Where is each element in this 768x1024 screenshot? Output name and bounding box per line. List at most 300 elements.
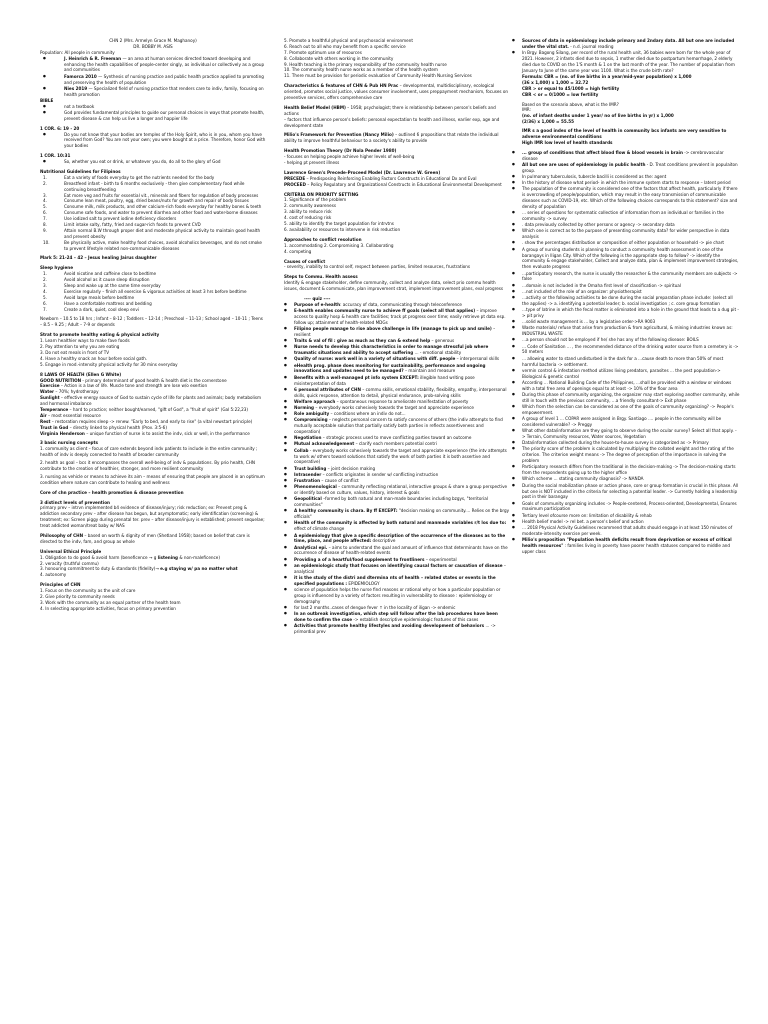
quiz-item	[512, 283, 740, 289]
sleep-item	[40, 307, 266, 313]
principle-item: 11. There must be provision for periodic evaluation of Community Health Nursing Services	[284, 73, 472, 79]
quiz-item-text: -> establish descriptive epidemiologic features of this cases	[352, 617, 479, 623]
principle-item: 2. Give priority to community needs	[40, 594, 115, 599]
law-item-text: – most essential resource	[46, 412, 101, 418]
quiz-item-text: A group of level 1 ... COPAR were assigned in Brgy. Santiago .... people in the community will be considered vulnerable? -> Preggy	[522, 416, 722, 427]
strat-item: 1. Learn healthier ways to make fave foods	[40, 338, 130, 344]
quiz-item	[512, 428, 740, 440]
quiz-item-text: –formed by both natural and man-made boundaries including bzgys, "territorial communities"	[294, 496, 488, 508]
quiz-item-text: ...type of latrine in which the fecal matter is eliminated into a hole in the ground that leads to a dug pit -> pit privy	[522, 307, 739, 318]
quiz-item-text: ...participatory research, the nurse is usually the researcher & the community members are subjects -> false	[522, 270, 738, 282]
conflict-heading: Approaches to conflict resolution	[284, 236, 362, 242]
quiz-item-text: ... allowing water to stand undisturbed in the dark for a ...cause death to more than 50% of most harmful bacteria -> settlement.	[522, 355, 724, 367]
law-item-lead: Trust in God	[40, 424, 69, 430]
quiz-item-lead: Role ambiguity	[294, 411, 330, 417]
characteristics-paragraph	[284, 83, 510, 101]
law-item-lead: GOOD NUTRITION	[40, 377, 82, 383]
bible-item: ● God provides fundamental principles to guide our personal choices in ways that promote health, prevent disease & can help us live a longer and happier life	[40, 110, 266, 122]
hpt-item: - focuses on helping people achieve higher levels of well-being	[284, 154, 415, 160]
quiz-item	[284, 399, 510, 405]
quiz-item-text: Which from the selection can be considered as one of the goals of community organizing? -> People's empowerment.	[522, 403, 734, 415]
core-practice: Core of chn practice – health promotion & disease prevention	[40, 489, 184, 495]
nutrition-item	[40, 240, 266, 252]
law-item	[40, 395, 266, 407]
quiz-item-text: Participatory research differs from the traditional in the decision-making -> The decision-making starts from the respondents going up to the higher office	[522, 464, 736, 476]
quiz-item-text: ...not included of the role of an organizer: physiotherapist	[522, 288, 642, 294]
quiz-item-text: – clarify each members potential contri	[354, 441, 437, 447]
nutrition-item-number: 3.	[43, 192, 47, 198]
quiz-item	[512, 319, 740, 325]
cor2-list	[40, 159, 266, 165]
nutrition-item-text: Breastfeed infant - birth to 6 months exclusively - then give complementary food while continuing breastfeeding	[64, 180, 245, 192]
quiz-item	[512, 446, 740, 464]
quiz-item	[512, 337, 740, 343]
quiz-item	[284, 356, 510, 362]
law-item-lead: Temperance	[40, 406, 69, 412]
quiz-item-text: for last 2 months..cases of dengue fever ↑ in the locality of iligan -> endemic	[294, 604, 456, 610]
law-item-text: – 70%; hydrotherapy	[54, 389, 99, 395]
characteristics-lead: Characteristics & features of CHN & Pub HN Prac	[284, 83, 399, 89]
green-list	[284, 176, 510, 188]
quiz-item	[512, 186, 740, 210]
criteria-heading: CRITERIA ON PRIORITY SETTING	[284, 191, 359, 197]
characteristics-text: – developmental, multidisciplinary, ecological oriented, promotes social justice, values consumer involvement, uses preppayment mechanism, focuses on preventive services, offers comprehensive care	[284, 83, 509, 101]
ethic-item-text: 3. honouring commitment to duty & standards (fidelity)→	[40, 566, 161, 572]
quiz-item-text: Goals of community organizing includes -> People-centered, Process-oriented, Developmental, Ensures maximum participation	[522, 500, 737, 512]
quiz-item	[284, 466, 510, 472]
concepts-list	[40, 446, 266, 485]
column-2	[284, 38, 510, 635]
cor1-list	[40, 132, 266, 150]
quiz-list	[284, 302, 510, 635]
nutrition-item-text: Consume milk, milk products, and other calcium-rich foods everyday for healthy bones & teeth	[64, 204, 262, 210]
sleep-heading: Sleep hygiene	[40, 265, 74, 271]
column-1	[40, 38, 266, 616]
green-item	[284, 182, 510, 188]
quiz-item-text: EPIDEMIOLOGY	[347, 580, 380, 586]
laws-heading: 8 LAWS OF HEALTH (Ellen G White)	[40, 371, 122, 377]
sleep-item-number: 3.	[43, 283, 47, 289]
ethic-item-emphasis: listening	[157, 554, 179, 560]
quiz-item-lead: Compromising	[294, 417, 328, 423]
nutrition-item-text: Be physically active, make healthy food choices, avoid alcoholics beverages, and do not smoke to prevent lifestyle related non-communicable diseases	[64, 239, 262, 251]
concepts-heading: 3 basic nursing concepts	[40, 440, 98, 446]
quiz-item	[512, 525, 740, 537]
quiz-item	[284, 496, 510, 508]
quiz-item	[512, 380, 740, 392]
milio-paragraph	[284, 132, 510, 144]
ethic-item	[40, 566, 266, 572]
imr-note-2: High IMR low level of health standards	[522, 139, 613, 145]
quiz-item-text: ... 2018 Physical Activity Guidelines recommend that adults should engage in at least 150 minutes of moderate-intensity exercise per week.	[522, 525, 733, 536]
quiz-item-text: The population of the community is considered one of the factors that affect health, particularly if there is overcrowding of people/population, which may result in the easy transmission of communicable diseases such as COVID-19, etc. Which of the following choices corresponds to this statement? size and density of population	[522, 186, 738, 209]
hpt-heading: Health Promotion Theory (Dr Nola Pender 1980)	[284, 148, 397, 154]
levels-heading: 3 distinct levels of prevention	[40, 499, 111, 505]
quiz-item-text: ...activity or the following activities to be done during the social preparation phase include: (select all the applies) -> a. identifying a potential leader; b. social investigation ; c. core group formation	[522, 294, 733, 306]
ethic-heading: Universal Ethical Principle	[40, 548, 102, 554]
concept-item: 1. community as client – focus of care extends beyond indv patients to include in the entire community ; health of indv is deeply connected to health of broader community	[40, 446, 258, 458]
criteria-item: 2. community awareness	[284, 203, 337, 209]
formula-line: (36 x 1,000) x 1,000 = 32.72	[522, 79, 589, 85]
quiz-item-text: – community reflecting relational, interactive groups & share a group perspective or identify based on culture, values, history, interest & goals	[294, 484, 508, 496]
quiz-item-text: ...solid waste management is ... by a legislative order->RA 9003	[522, 319, 656, 325]
nutrition-item-number: 8.	[43, 222, 47, 228]
definition-item-text: — Synthesis of nursing practice and public health practice applied to promoting and preserving the health of population	[64, 73, 264, 85]
quiz-item-text: Health belief model -> rel bet. a person's belief and action	[522, 518, 644, 524]
quiz-item-text: – cause of conflict	[320, 478, 359, 484]
quiz-item-lead: In an outbreak investigation, which step will follow after the lab procedures have been done to confirm the case	[294, 611, 498, 623]
quiz-item	[284, 563, 510, 575]
definition-item-lead: Nies 2019	[64, 85, 88, 91]
strat-item: 5. Engage in mod.-intensity physical activity for 30 mins everyday	[40, 361, 178, 367]
quiz-item-text: In pulmonary tuberculosis, tubercle bacilli is considered as the: agent	[522, 173, 667, 179]
hpt-list	[284, 154, 510, 166]
quiz-item-lead: Norming	[294, 404, 314, 410]
law-item-lead: Sunlight	[40, 395, 60, 401]
quiz-item	[284, 520, 510, 532]
cor2-item: ● So, whether you eat or drink, or whatever you do, do all to the glory of God	[40, 159, 266, 165]
nutrition-item	[40, 181, 266, 193]
definition-item	[40, 74, 266, 86]
quiz-item-lead: Milio's proposition "Population health deficits result from deprivation or excess of critical health resources"	[522, 537, 732, 549]
quiz-item-lead: Filipino people manage to rise above challenge in life (manage to pick up and smile)	[294, 326, 492, 331]
sleep-list	[40, 271, 266, 312]
quiz-item	[512, 162, 740, 174]
quiz-item-text: – neglects personal concern to satisfy concerns of others (the indiv attempts to find mutually acceptable solution that partially satisfy both parties in reflects assertiveness and cooperation)	[294, 417, 503, 435]
quiz-item	[284, 484, 510, 496]
sleep-item-number: 7.	[43, 306, 47, 312]
quiz-item	[284, 326, 510, 338]
quiz-item-text: - n.d. journal reading	[568, 43, 614, 49]
philosophy-lead: Philosophy of CHN	[40, 532, 84, 538]
quiz-item-text: Data/information collected during the house-to-house survey is categorized as -> Primary	[522, 440, 709, 446]
principle-item: 9. Health teaching is the primary responsibility of the community health nurse	[284, 61, 447, 67]
quiz-item	[284, 387, 510, 399]
quiz-item	[512, 483, 740, 501]
law-item-lead: Air	[40, 412, 47, 418]
newborn-sleep-hours: Newborn – 10.5 to 18 hrs ; Infant – 8-12 ; Toddlers – 12-14 ; Preschool – 11-13 ; School aged – 10-11 ; Teens – 8.5 – 9.25 ; Adult – 7-9 or depends	[40, 316, 263, 328]
nutrition-item	[40, 228, 266, 240]
criteria-item: 1. Significance of the problem	[284, 197, 347, 203]
formula-line: Formula: CBR = (no. of live births in a year/mid-year population) x 1,000	[522, 73, 692, 79]
green-item-text: – Predisposing Reinforcing Enabling Factors Constructs in Educational Dx and Eval	[305, 175, 477, 181]
quiz-item-lead: Frustration	[294, 478, 321, 484]
quiz-item	[512, 289, 740, 295]
quiz-item-text: Which one is correct as to the purpose of presenting community data? for wider perspective in data analysis	[522, 228, 730, 240]
quiz-item-text: "decision making on community.... Relies on the brgy officials"	[294, 508, 510, 520]
quiz-item-text: ...a person should not be employed if he/ she has any of the following disease: BOILS	[522, 337, 699, 343]
quiz-item-lead: Traits & val of fil : give as much as they can & extend help	[294, 338, 431, 344]
cor1-item: ● Do you not know that your bodies are temples of the Holy Spirit, who is in you, whom you have received from God? You are not your own; you were bought at a price. Therefore, honor God with your bodies	[40, 132, 266, 150]
quiz-item-text: illegible hand writing pose misinterpretation of data	[294, 374, 475, 386]
ethic-item-text: 4. autonomy	[40, 572, 67, 578]
quiz-item	[512, 368, 740, 380]
green-heading: Lawrence Green's Precede-Proceed Model (Dr. Lawrence W. Green)	[284, 169, 441, 175]
nutrition-item-number: 10.	[43, 239, 50, 245]
nutrition-item-number: 1.	[43, 174, 47, 180]
hbm-lead: Health Belief Model (HBM)	[284, 104, 346, 110]
quiz-item-text: – resilient	[294, 326, 496, 337]
quiz-item-lead: Activities that promote healthy lifestyles and avoiding development of behaviors	[294, 623, 485, 629]
quiz-item-text: . show the percentages distribution or composition of either population or household -> pie chart	[522, 240, 724, 246]
quiz-item	[284, 417, 510, 435]
quiz-item	[284, 611, 510, 623]
laws-list	[40, 378, 266, 437]
principle-item: 6. Reach out to all who may benefit from a specific service	[284, 43, 406, 49]
quiz-item	[284, 441, 510, 447]
sleep-item-number: 4.	[43, 288, 47, 294]
milio-text: – outlined 6 propositions that relate the individual ability to improve healthful behaviour to a society's ability to provide	[284, 132, 499, 144]
steps-heading: Steps to Commu. Health assess	[284, 274, 358, 280]
quiz-item	[512, 174, 740, 180]
cor1-heading: 1 COR. 6: 19 - 20	[40, 125, 80, 131]
quiz-item	[512, 404, 740, 416]
quiz-item	[284, 605, 510, 611]
quiz-item-text: During this phase of community organizing, the organizer may start exploring another community, while still in touch with the previous community, ...a friendly consultant-> Exit phase	[522, 391, 740, 403]
quiz-item	[284, 375, 510, 387]
nutrition-item-number: 6.	[43, 210, 47, 216]
sleep-item-text: Create a dark, quiet, cool sleep envi	[64, 306, 139, 312]
quiz-item	[512, 356, 740, 368]
imr-formula: (no. of infant deaths under 1 year/ no of live births in yr) x 1,000	[522, 113, 674, 119]
nutrition-heading: Nutritional Guidelines for Filipinos	[40, 169, 121, 174]
quiz-item	[284, 448, 510, 466]
quiz-item-lead: Trust building	[294, 465, 327, 471]
quiz-item-text: : accuracy of data, communicating through teleconference	[340, 301, 462, 307]
quiz-item-lead: E-health enables community nurse to achieve ff goals (select all that applies)	[294, 308, 476, 314]
nutrition-item-number: 4.	[43, 198, 47, 204]
bible-heading: BIBLE	[40, 97, 54, 103]
quiz-item	[512, 537, 740, 555]
levels-text: primary prev – intrvn implemented b4 evidence of disease/injury; risk reduction; ex: Prevent preg & addiction secondary prev – after disease has begun, but asymptomatic; early identification (screening) & treatment; ex: Screen piggy during prenatal ter. prev – after disease/injury is established; prevent sequelae; treat addicted woman/treat baby w/ NAS	[40, 505, 265, 529]
principle-item: 8. Collaborate with others working in the community	[284, 55, 394, 61]
causes-heading: Causes of conflict	[284, 258, 326, 264]
ethic-list	[40, 555, 266, 579]
quiz-item-lead: Benefits with a well-managed pt info system EXCEPT:	[294, 374, 419, 380]
quiz-item-text: ... Code of Sanitation ... , the recommended distance of the drinking water source from a cemetery is -> 50 meters	[522, 343, 739, 355]
quiz-item-text: During the social mobilization phase or action phase, core or group formation is crucial in this phase. All but one is NOT included in the criteria for selecting a potential leader. -> Currently holding a leadership post in their barangay	[522, 482, 739, 500]
quiz-item	[512, 440, 740, 446]
quiz-item	[284, 533, 510, 545]
green-item-lead: PRECEDE	[284, 175, 306, 181]
law-item-text: – effective energy source of God to sustain cycle of life for plants and animals; body metabolism and hormonal imbalance	[40, 395, 262, 407]
quiz-item	[284, 344, 510, 356]
definition-item-lead: J. Heinrich & R. Freeman	[64, 55, 122, 61]
law-item-text: - primary determinant of good health & health diet is the cornerstone	[81, 377, 227, 383]
quiz-item-lead: Nurse needs to develop this characteristics in order to manage stressful job where traumatic situations and ability to accept suffering	[294, 344, 489, 356]
imr-label: IMR:	[522, 107, 531, 113]
quiz-item-lead: A healthy community is chara. By ff EXCEPT:	[294, 508, 398, 514]
quiz-item	[284, 575, 510, 587]
quiz-item	[512, 38, 740, 50]
quiz-item-text: – analytical	[294, 562, 506, 574]
quiz-item-lead: 6 personal attributes of CHN	[294, 386, 361, 392]
quiz-item	[284, 363, 510, 375]
quiz-item	[284, 338, 510, 344]
sleep-item-text: Avoid large meals before bedtime	[64, 294, 135, 300]
principle-item: 7. Promote optimum use of resources	[284, 49, 362, 55]
nutrition-list	[40, 175, 266, 252]
quiz-item	[284, 435, 510, 441]
quiz-item-text: – aims to understand the qual and amount of influence that determinants have on the occurrence of disease of health-related events	[294, 544, 508, 556]
definition-item	[40, 56, 266, 74]
law-item-text: – Action is a law of life. Muscle tone and strength are lose w/o exertion	[59, 383, 208, 389]
law-item-text: – unique function of nurse is to assist the indv, sick or well, in the performance	[84, 430, 250, 436]
law-item-lead: Exercise	[40, 383, 60, 389]
quiz-item-lead: Collab	[294, 447, 309, 453]
quiz-item	[284, 557, 510, 563]
quiz-item	[512, 344, 740, 356]
quiz-item	[284, 411, 510, 417]
quiz-item-text: What other data/information are they going to observe during the ocular survey? Select all that apply. -> Terrain, Community resources, Water sources, Vegetation	[522, 428, 737, 440]
quiz-item	[512, 150, 740, 162]
strat-item: 4. Have a healthy snack an hour before social gath.	[40, 355, 148, 361]
quiz-item-text: Tertiary level ofcourse more on: limitation of disability & rehab	[522, 512, 652, 518]
bible-item: ● not a textbook	[40, 104, 266, 110]
quiz-item-text: – commu skills, emotional stability, flexibility, empathy, interpersonal skills, quick response, attention to detail, physical endurance, prob-solving skills	[294, 386, 507, 398]
quiz-item-text: – generous	[430, 338, 455, 344]
quiz-item	[284, 623, 510, 635]
nutrition-item-number: 5.	[43, 204, 47, 210]
ethic-item-emphasis: e.g staying w/ pa no matter what	[160, 566, 238, 572]
concept-item: 2. health as goal – bcs it encompasses the overall well-being of indv & populations. By prio health, CHN contribute to the creation of healthier, stronger, and more resilient community	[40, 460, 255, 471]
nutrition-item-number: 2.	[43, 180, 47, 186]
quiz-item-lead: Purpose of e-health	[294, 301, 341, 307]
population-line: Population: All people in community	[40, 49, 115, 55]
quiz-item-text: ... series of questions for systematic collection of information from an individual or families in the community -> survey	[522, 210, 724, 222]
nutrition-item-number: 9.	[43, 227, 47, 233]
sleep-item-number: 5.	[43, 294, 47, 300]
strat-heading: Strat to promote healthy eating & physical activity	[40, 332, 160, 338]
nutrition-item-number: 7.	[43, 216, 47, 222]
quiz-item	[512, 476, 740, 482]
law-item-lead: Water	[40, 389, 55, 395]
law-item-text: – restoration requires sleep -> renew. "Early to bed, and early to rise" (a vital newstart principle)	[50, 418, 253, 424]
concept-item: 3. nursing as vehicle or means to achieve its aim – means of ensuring that people are placed in an optimum condition where nature can contribute to healing and wellness	[40, 473, 265, 485]
quiz-item-lead: Sources of data in epidemiology include primary and 2ndary data. All but one are included under the vital stat.	[522, 38, 735, 49]
quiz-item-lead: Analytical epi.	[294, 544, 328, 550]
quiz-item-text: – conflicts originates in sender w/ conflicting instruction	[321, 471, 439, 477]
imr-question: Based on the scenario above, what is the IMR?	[522, 101, 619, 107]
quiz-item-text: – spontaneous response to ameliorate manifestation of poverty	[335, 398, 469, 404]
green-item-lead: PROCEED	[284, 181, 306, 187]
quiz-item	[512, 325, 740, 337]
sleep-item-text: Sleep and wake up at the same time everyday	[64, 283, 161, 289]
principles-heading: Principles of CHN	[40, 582, 81, 588]
cbr-formula	[512, 74, 740, 98]
law-item-text: – directly linked to physical health (Prov. 3:5-6)	[68, 424, 167, 430]
bible-list	[40, 104, 266, 122]
quiz-item	[512, 180, 740, 186]
principle-item: 1. Focus on the community as the unit of care	[40, 588, 136, 594]
hbm-factors: – factors that influence person's beliefs: personal expectation to health and illness, earlier exp, age and development state	[284, 116, 500, 128]
mark-verse: Mark 5: 21-24 – 42 – Jesus healing Jairus daughter	[40, 255, 157, 261]
nutrition-item-text: Eat a variety of foods everyday to get the nutrients needed for the body	[64, 174, 215, 180]
quiz-item-text: A group of nursing students is planning to conduct a community health assessment in one of the barangays in Iligan City. Which of the following is the appropriate step to follow? -> identify the community & engage stakeholder, Collect and analyze data, plan & implement improvement strategies, then evaluate progress	[522, 246, 739, 270]
law-item	[40, 431, 266, 437]
conflict-list	[284, 243, 510, 255]
criteria-item: 5. ability to identify the target population for intrvtns	[284, 221, 394, 227]
principles-list	[40, 588, 266, 612]
nutrition-item-text: Consume lean meat, poultry, egg, dried beans/nuts for growth and repair of body tissues	[64, 198, 249, 204]
quiz-item-lead: eHealth prog. phase does monitoring for sustainability, performance and ongoing innovations and updates need to be managed?	[294, 362, 486, 374]
sleep-item-text: Avoid nicotine and caffeine close to bedtime	[64, 271, 157, 277]
sleep-item-number: 6.	[43, 300, 47, 306]
steps-text: Identify & engage stakeholder, define community, collect and analyze data, select prio commu health issues, document & communicate, plan improvement strat, implement improvement plans, eval progress	[284, 280, 504, 292]
quiz-item	[512, 464, 740, 476]
law-item-lead: Virginia Henderson	[40, 430, 85, 436]
quiz-item	[512, 247, 740, 271]
quiz-item-text: . data previously collected by other persons or agency -> secondary data	[522, 222, 675, 228]
quiz-item-text: ... -> primordial prev	[294, 623, 496, 635]
cor2-heading: 1 COR. 10:31	[40, 153, 71, 159]
quiz-item-text: – joint decision making	[326, 465, 376, 471]
quiz-item-text: vermin control & infestation method utilizes living predators, parasites ... the pest population-> Biological & genetic control	[522, 367, 721, 379]
quiz-item	[284, 302, 510, 308]
hbm-paragraph	[284, 105, 510, 129]
quiz-item-text: – maintain and measure	[403, 368, 456, 374]
quiz-item	[512, 501, 740, 513]
quiz-item-text: – conditions where an indiv do not...	[329, 411, 406, 417]
imr-block	[512, 102, 740, 146]
quiz-item-lead: it is the study of the distri and dtermina nts of health – related states or events in the specified populations :	[294, 574, 496, 586]
nutrition-item-text: Limit intake salty, fatty, fried and sugar-rich foods to prevent CVD	[64, 222, 201, 228]
imr-note: IMR s a good index of the level of health in community bcs infants are very sensitive to adverse environmental conditions	[522, 128, 727, 139]
criteria-item: 6. availability or resources to intervene in risk reduction	[284, 226, 401, 232]
quiz-item-lead: Providing a of a heartful/food supplement to frontliners	[294, 556, 425, 562]
quiz-item	[512, 295, 740, 307]
definition-item-lead: Famorca 2010	[64, 73, 97, 79]
header-course: CHN 2 (Mrs. Armelyn Grace M. Maghanoy)	[109, 38, 197, 43]
nutrition-item-text: Consume safe foods, and water to prevent diarrhea and other food and water-borne diseases	[64, 210, 258, 216]
quiz-item	[512, 307, 740, 319]
quiz-item-text: – interpersonal skills	[455, 356, 500, 362]
quiz-item	[284, 508, 510, 520]
principle-item: 3. Work with the community as an equal partner of the health team	[40, 599, 181, 605]
formula-line: CBR < or = 0/1000 = low fertility	[522, 91, 599, 97]
quiz-item-text: ... - emotional stability	[413, 350, 462, 356]
quiz-item-lead: Negotiation	[294, 435, 322, 441]
quiz-item	[512, 228, 740, 240]
quiz-item-lead: All but one are uses of epidemiology in public health	[522, 161, 646, 167]
strat-list	[40, 338, 266, 367]
quiz-item-lead: Mutual acknowledgement	[294, 441, 355, 447]
nutrition-item-text: Eat more veg and fruits for essential vit., minerals and fibers for regulation of body processes	[64, 192, 259, 198]
quiz-item-text: : families living in poverty have poorer health statuses compared to middle and upper class	[522, 543, 731, 554]
quiz-item	[284, 472, 510, 478]
nutrition-item-text: Use iodized salt to prevent iodine deficiency disorders	[64, 216, 177, 222]
quiz-item	[512, 222, 740, 228]
conflict-item: 1. accommodating 2. Compromising 3. Collaborating	[284, 242, 394, 248]
quiz-item-lead: an epidemiologic study that focuses on identifying causal factors or causation of disease	[294, 562, 503, 568]
quiz-divider: ---- quiz ----	[304, 295, 331, 301]
quiz-item-text: According ... National Building Code of the Philippines, ...shall be provided with a window or windows with a total free area of openings equal to at least -> 10% of the floor area	[522, 379, 732, 391]
causes-text: - severity, inability to control self, respect between parties, limited resources, frustrations	[284, 264, 471, 270]
definition-item-text: — an area at human services directed toward developing and enhancing the health capabilities of people-center singly, as individual or collectively as a group and communities	[64, 55, 265, 73]
header-instructor: DR. BOBBY M. ASIS	[133, 43, 173, 49]
quiz-item-text: – improve access to quality hosp & health care facilities; track pt progress over time; easily retrieve pt data esp. follow up; attainment of health-related MDGs	[294, 308, 506, 325]
strat-item: 3. Do not eat meals in front of TV	[40, 349, 110, 355]
quiz-item	[284, 478, 510, 484]
quiz-item	[512, 50, 740, 74]
quiz-item	[512, 210, 740, 222]
nutrition-item-text: Attain normal B.W through proper diet and moderate physical activity to maintain good health and prevent obesity	[64, 227, 261, 239]
column-3	[512, 38, 740, 555]
sleep-item-number: 1.	[43, 271, 47, 277]
definition-item-text: — Specialized field of nursing practice that renders care to indiv, family, focusing on health promotion	[64, 85, 264, 97]
quiz-item-text: Waste materials/ refuse that arise from production & from agricultural, & mining industries known as: INDUSTRIAL WASTE	[522, 325, 733, 337]
quiz-item-text: – strategic process used to move conflicting parties toward an outcome	[321, 435, 472, 441]
